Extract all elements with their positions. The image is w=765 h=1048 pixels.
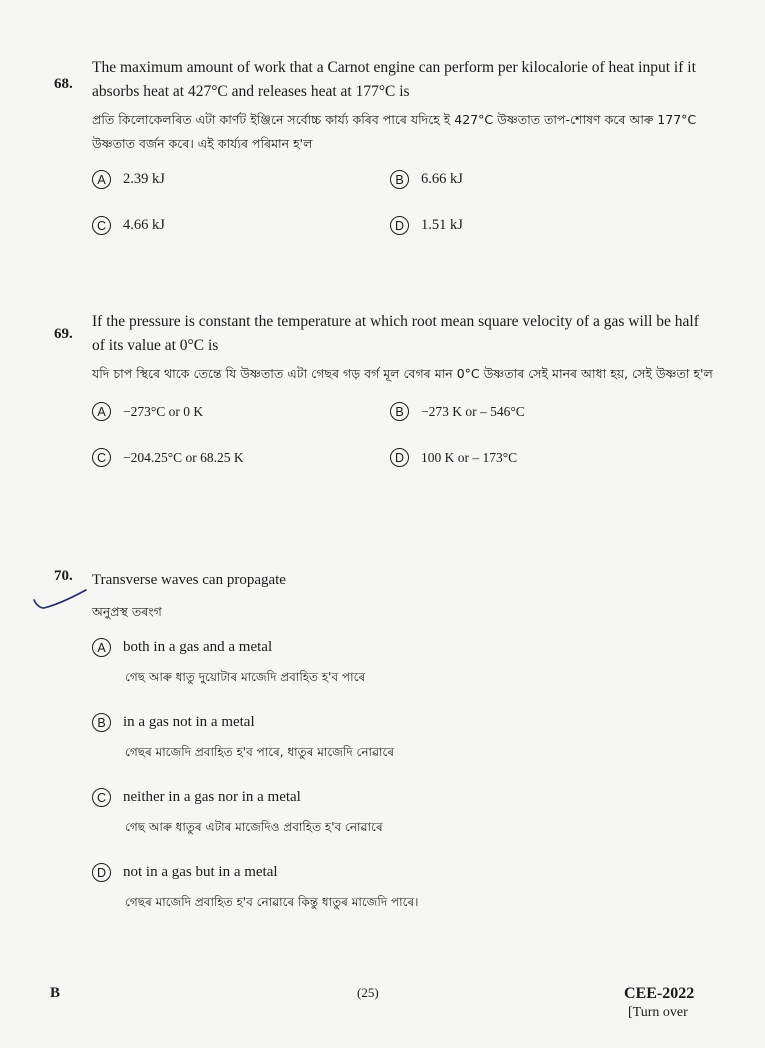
option-text: 100 K or – 173°C: [421, 449, 518, 465]
question-text-en: If the pressure is constant the temperature at which root mean square velocity of a gas will be half of its value at 0°C is: [92, 313, 699, 354]
question-69: [54, 310, 714, 492]
option-text: −204.25°C or 68.25 K: [123, 449, 244, 465]
question-text-en: Transverse waves can propagate: [92, 572, 286, 588]
option-letter: D: [92, 863, 111, 882]
footer-series: B: [50, 985, 61, 1001]
option-text-bn: গেছ আৰু ধাতুৰ এটাৰ মাজেদিও প্ৰবাহিত হ'ব নোৱাৰে: [125, 820, 383, 834]
question-number: 68.: [54, 76, 73, 92]
question-text-bn: যদি চাপ স্থিৰে থাকে তেন্তে যি উষ্ণতাত এটা গেছৰ গড় বৰ্গ মূল বেগৰ মান 0°C উষ্ণতাৰ সেই মানৰ আধা হয়, সেই উষ্ণতা হ'ল: [92, 366, 713, 381]
options-grid: [92, 402, 714, 492]
question-70: [54, 568, 714, 930]
option-b[interactable]: [390, 170, 463, 189]
option-text: both in a gas and a metal: [123, 639, 273, 655]
option-letter: D: [390, 216, 409, 235]
option-letter: A: [92, 402, 111, 421]
option-text: neither in a gas nor in a metal: [123, 789, 301, 805]
option-a[interactable]: [92, 402, 203, 421]
option-c[interactable]: [92, 216, 165, 235]
option-a[interactable]: [92, 170, 165, 189]
option-text: in a gas not in a metal: [123, 714, 255, 730]
option-c[interactable]: [92, 448, 244, 467]
option-text: −273°C or 0 K: [123, 403, 204, 419]
option-b[interactable]: [390, 402, 525, 421]
option-text: 2.39 kJ: [123, 171, 165, 187]
option-text-bn: গেছৰ মাজেদি প্ৰবাহিত হ'ব নোৱাৰে কিন্তু ধাতুৰ মাজেদি পাৰে।: [125, 895, 419, 909]
question-number: 69.: [54, 326, 73, 342]
question-68: [54, 56, 714, 260]
option-letter: B: [390, 170, 409, 189]
option-letter: B: [390, 402, 409, 421]
option-letter: C: [92, 216, 111, 235]
option-c[interactable]: [92, 788, 714, 839]
option-letter: A: [92, 638, 111, 657]
page-number: (25): [357, 985, 379, 1000]
option-a[interactable]: [92, 638, 714, 689]
option-letter: A: [92, 170, 111, 189]
option-text: 1.51 kJ: [421, 217, 463, 233]
exam-code: CEE-2022: [624, 985, 695, 1002]
question-text-bn: অনুপ্ৰস্থ তৰংগ: [92, 604, 162, 619]
option-text: −273 K or – 546°C: [421, 403, 525, 419]
question-number: 70.: [54, 568, 73, 584]
option-d[interactable]: [390, 448, 517, 467]
question-text-bn: প্ৰতি কিলোকেলৰিত এটা কাৰ্ণট ইঞ্জিনে সৰ্বোচ্চ কাৰ্য্য কৰিব পাৰে যদিহে ই 427°C উষ্ণতাত তাপ-শোষণ কৰে আৰু 177°C উষ্ণতাত বৰ্জন কৰে। এই কাৰ্য্যৰ পৰিমান হ'ল: [92, 112, 697, 151]
option-text: not in a gas but in a metal: [123, 864, 278, 880]
option-text-bn: গেছ আৰু ধাতু দুয়োটাৰ মাজেদি প্ৰবাহিত হ'ব পাৰে: [125, 670, 366, 684]
question-text-en: The maximum amount of work that a Carnot engine can perform per kilocalorie of heat input if it absorbs heat at 427°C and releases heat at 177°C is: [92, 59, 696, 100]
turn-over: [Turn over: [628, 1005, 688, 1020]
option-d[interactable]: [92, 863, 714, 914]
option-letter: C: [92, 788, 111, 807]
option-text: 6.66 kJ: [421, 171, 463, 187]
options-grid: [92, 170, 714, 260]
option-d[interactable]: [390, 216, 463, 235]
option-letter: D: [390, 448, 409, 467]
option-text: 4.66 kJ: [123, 217, 165, 233]
option-letter: B: [92, 713, 111, 732]
option-b[interactable]: [92, 713, 714, 764]
option-letter: C: [92, 448, 111, 467]
option-text-bn: গেছৰ মাজেদি প্ৰবাহিত হ'ব পাৰে, ধাতুৰ মাজেদি নোৱাৰে: [125, 745, 395, 759]
